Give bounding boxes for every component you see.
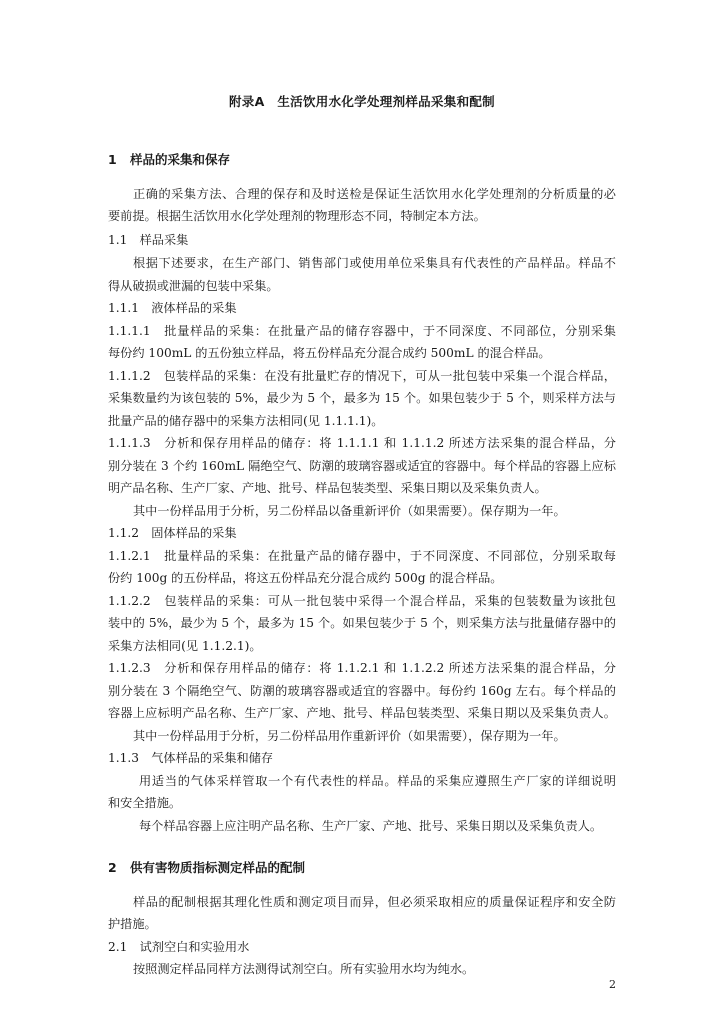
- section-1-title: 样品的采集和保存: [130, 152, 231, 167]
- paragraph-line: 别分装在 3 个约 160mL 隔绝空气、防潮的玻璃容器或适宜的容器中。每个样品的容器上应标: [108, 459, 616, 473]
- appendix-title: 附录A 生活饮用水化学处理剂样品采集和配制: [229, 94, 495, 109]
- section-1-heading: [108, 150, 230, 168]
- paragraph-line: 按照测定样品同样方法测得试剂空白。所有实验用水均为纯水。: [133, 962, 475, 976]
- paragraph-line: 1.1.1.3 分析和保存用样品的储存：将 1.1.1.1 和 1.1.1.2 所述方法采集的混合样品，分: [108, 436, 616, 450]
- paragraph-line: 要前提。根据生活饮用水化学处理剂的物理形态不同，特制定本方法。: [108, 209, 486, 223]
- paragraph-line: 装中的 5%，最少为 5 个，最多为 15 个。如果包装少于 5 个，则采集方法与批量储存器中的: [108, 616, 616, 630]
- paragraph-line: 1.1.1.1 批量样品的采集：在批量产品的储存容器中，于不同深度、不同部位，分别采集: [108, 324, 616, 338]
- paragraph-line: 每个样品容器上应注明产品名称、生产厂家、产地、批号、采集日期以及采集负责人。: [139, 819, 603, 833]
- paragraph-line: 明产品名称、生产厂家、产地、批号、样品包装类型、采集日期以及采集负责人。: [108, 481, 547, 495]
- section-2-heading: [108, 858, 305, 876]
- paragraph-line: 用适当的气体采样管取一个有代表性的样品。样品的采集应遵照生产厂家的详细说明: [139, 774, 616, 788]
- paragraph-line: 1.1.2.2 包装样品的采集：可从一批包装中采得一个混合样品，采集的包装数量为该批包: [108, 594, 616, 608]
- paragraph-line: 得从破损或泄漏的包装中采集。: [108, 279, 279, 293]
- paragraph-line: 批量产品的储存器中的采集方法相同(见 1.1.1.1)。: [108, 414, 384, 428]
- subheading-2-1: 2.1 试剂空白和实验用水: [108, 940, 250, 954]
- paragraph-line: 采集数量约为该包装的 5%，最少为 5 个，最多为 15 个。如果包装少于 5 个，则采样方法与: [108, 391, 616, 405]
- section-2-number: 2: [108, 860, 117, 875]
- paragraph-line: 样品的配制根据其理化性质和测定项目而异，但必须采取相应的质量保证程序和安全防: [133, 895, 616, 909]
- paragraph-line: 1.1.2.3 分析和保存用样品的储存：将 1.1.2.1 和 1.1.2.2 所述方法采集的混合样品，分: [108, 661, 616, 675]
- paragraph-line: 护措施。: [108, 917, 157, 931]
- paragraph-line: 采集方法相同(见 1.1.2.1)。: [108, 639, 262, 653]
- paragraph-line: 和安全措施。: [108, 796, 182, 810]
- subheading-1-1-2: 1.1.2 固体样品的采集: [108, 526, 237, 540]
- paragraph-line: 1.1.2.1 批量样品的采集：在批量产品的储存器中，于不同深度、不同部位，分别采取每: [108, 549, 616, 563]
- paragraph-line: 其中一份样品用于分析，另二份样品用作重新评价（如果需要），保存期为一年。: [133, 729, 566, 743]
- paragraph-line: 其中一份样品用于分析，另二份样品以备重新评价（如果需要）。保存期为一年。: [133, 504, 566, 518]
- paragraph-line: 容器上应标明产品名称、生产厂家、产地、批号、样品包装类型、采集日期以及采集负责人。: [108, 706, 616, 720]
- page-number: 2: [609, 978, 616, 991]
- paragraph-line: 1.1.1.2 包装样品的采集：在没有批量贮存的情况下，可从一批包装中采集一个混合样品，: [108, 369, 616, 383]
- paragraph-line: 每份约 100mL 的五份独立样品，将五份样品充分混合成约 500mL 的混合样品。: [108, 346, 551, 360]
- section-2-title: 供有害物质指标测定样品的配制: [130, 860, 306, 875]
- paragraph-line: 份约 100g 的五份样品，将这五份样品充分混合成约 500g 的混合样品。: [108, 571, 503, 585]
- section-1-number: 1: [108, 152, 117, 167]
- paragraph-line: 正确的采集方法、合理的保存和及时送检是保证生活饮用水化学处理剂的分析质量的必: [133, 187, 616, 201]
- paragraph-line: 根据下述要求，在生产部门、销售部门或使用单位采集具有代表性的产品样品。样品不: [133, 256, 616, 270]
- subheading-1-1-3: 1.1.3 气体样品的采集和储存: [108, 751, 274, 765]
- paragraph-line: 别分装在 3 个隔绝空气、防潮的玻璃容器或适宜的容器中。每份约 160g 左右。每个样品的: [108, 684, 616, 698]
- subheading-1-1: 1.1 样品采集: [108, 233, 189, 247]
- subheading-1-1-1: 1.1.1 液体样品的采集: [108, 301, 237, 315]
